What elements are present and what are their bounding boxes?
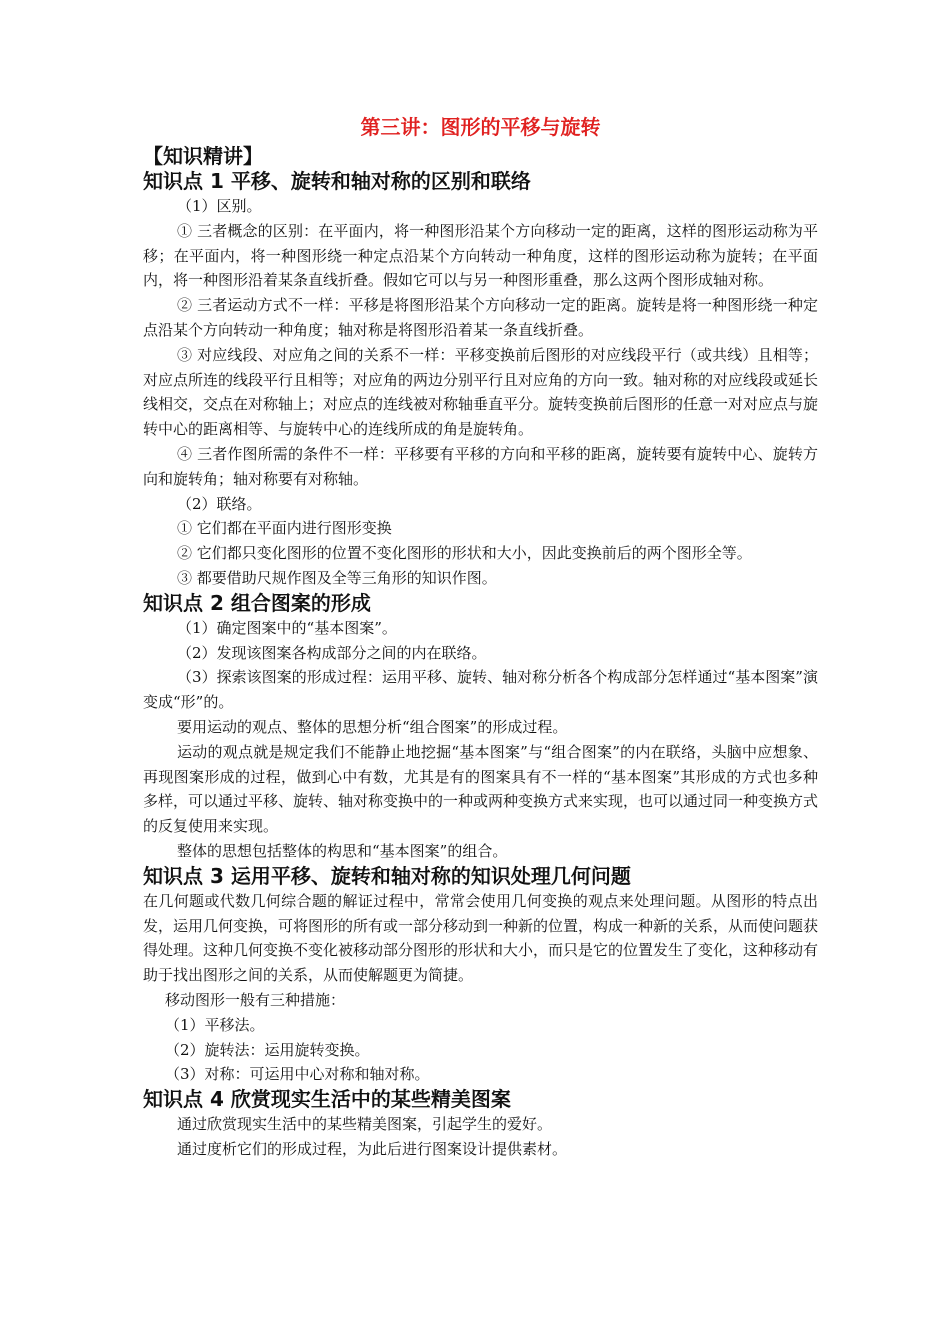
paragraph: ② 它们都只变化图形的位置不变化图形的形状和大小，因此变换前后的两个图形全等。 bbox=[177, 544, 752, 563]
paragraph: （1）平移法。 bbox=[165, 1015, 265, 1034]
paragraph: （2）联络。 bbox=[177, 494, 262, 513]
section-heading-3: 知识点 3 运用平移、旋转和轴对称的知识处理几何问题 bbox=[143, 863, 631, 888]
section-heading-2: 知识点 2 组合图案的形成 bbox=[143, 590, 371, 615]
paragraph: ③ 都要借助尺规作图及全等三角形的知识作图。 bbox=[177, 568, 497, 587]
paragraph: 整体的思想包括整体的构思和“基本图案”的组合。 bbox=[177, 841, 508, 860]
paragraph: （1）区别。 bbox=[177, 197, 262, 215]
paragraph: ② 三者运动方式不一样：平移是将图形沿某个方向移动一定的距离。旋转是将一种图形绕一种定点沿某个方向转动一种角度；轴对称是将图形沿着某一条直线折叠。 bbox=[143, 296, 818, 339]
paragraph: 移动图形一般有三种措施： bbox=[165, 990, 346, 1009]
paragraph: 要用运动的观点、整体的思想分析“组合图案”的形成过程。 bbox=[177, 717, 568, 736]
paragraph: （2）旋转法：运用旋转变换。 bbox=[165, 1040, 370, 1059]
document-page bbox=[143, 112, 818, 1162]
paragraph: （3）探索该图案的形成过程：运用平移、旋转、轴对称分析各个构成部分怎样通过“基本图案”演变成“形”的。 bbox=[143, 668, 818, 712]
paragraph: 通过欣赏现实生活中的某些精美图案，引起学生的爱好。 bbox=[177, 1115, 553, 1134]
paragraph: （3）对称：可运用中心对称和轴对称。 bbox=[165, 1065, 430, 1084]
paragraph: ① 三者概念的区别：在平面内，将一种图形沿某个方向移动一定的距离，这样的图形运动称为平移；在平面内，将一种图形绕一种定点沿某个方向转动一种角度，这样的图形运动称为旋转；在平面内，将一种图形沿着某条直线折叠。假如它可以与另一种图形重叠，那么这两个图形成轴对称。 bbox=[143, 221, 818, 290]
paragraph: ① 它们都在平面内进行图形变换 bbox=[177, 519, 392, 538]
paragraph: ③ 对应线段、对应角之间的关系不一样：平移变换前后图形的对应线段平行（或共线）且相等；对应点所连的线段平行且相等；对应角的两边分别平行且对应角的方向一致。轴对称的对应线段或延长线相交，交点在对称轴上；对应点的连线被对称轴垂直平分。旋转变换前后图形的任意一对对应点与旋转中心的距离相等、与旋转中心的连线所成的角是旋转角。 bbox=[143, 345, 819, 439]
bracket-heading: 【知识精讲】 bbox=[143, 144, 263, 168]
paragraph: （2）发现该图案各构成部分之间的内在联络。 bbox=[177, 643, 487, 662]
paragraph: 通过度析它们的形成过程，为此后进行图案设计提供素材。 bbox=[177, 1139, 568, 1158]
page-title: 第三讲：图形的平移与旋转 bbox=[360, 115, 601, 139]
section-heading-4: 知识点 4 欣赏现实生活中的某些精美图案 bbox=[143, 1087, 511, 1112]
paragraph: ④ 三者作图所需的条件不一样：平移要有平移的方向和平移的距离，旋转要有旋转中心、旋转方向和旋转角；轴对称要有对称轴。 bbox=[143, 444, 818, 488]
section-heading-1: 知识点 1 平移、旋转和轴对称的区别和联络 bbox=[143, 169, 531, 193]
paragraph: 运动的观点就是规定我们不能静止地挖掘“基本图案”与“组合图案”的内在联络，头脑中应想象、再现图案形成的过程，做到心中有数，尤其是有的图案具有不一样的“基本图案”其形成的方式也多种多样，可以通过平移、旋转、轴对称变换中的一种或两种变换方式来实现，也可以通过同一种变换方式的反复使用来实现。 bbox=[143, 742, 819, 836]
paragraph: 在几何题或代数几何综合题的解证过程中，常常会使用几何变换的观点来处理问题。从图形的特点出发，运用几何变换，可将图形的所有或一部分移动到一种新的位置，构成一种新的关系，从而使问题获得处理。这种几何变换不变化被移动部分图形的形状和大小，而只是它的位置发生了变化，这种移动有助于找出图形之间的关系，从而使解题更为简捷。 bbox=[143, 891, 819, 985]
paragraph: （1）确定图案中的“基本图案”。 bbox=[177, 618, 397, 637]
